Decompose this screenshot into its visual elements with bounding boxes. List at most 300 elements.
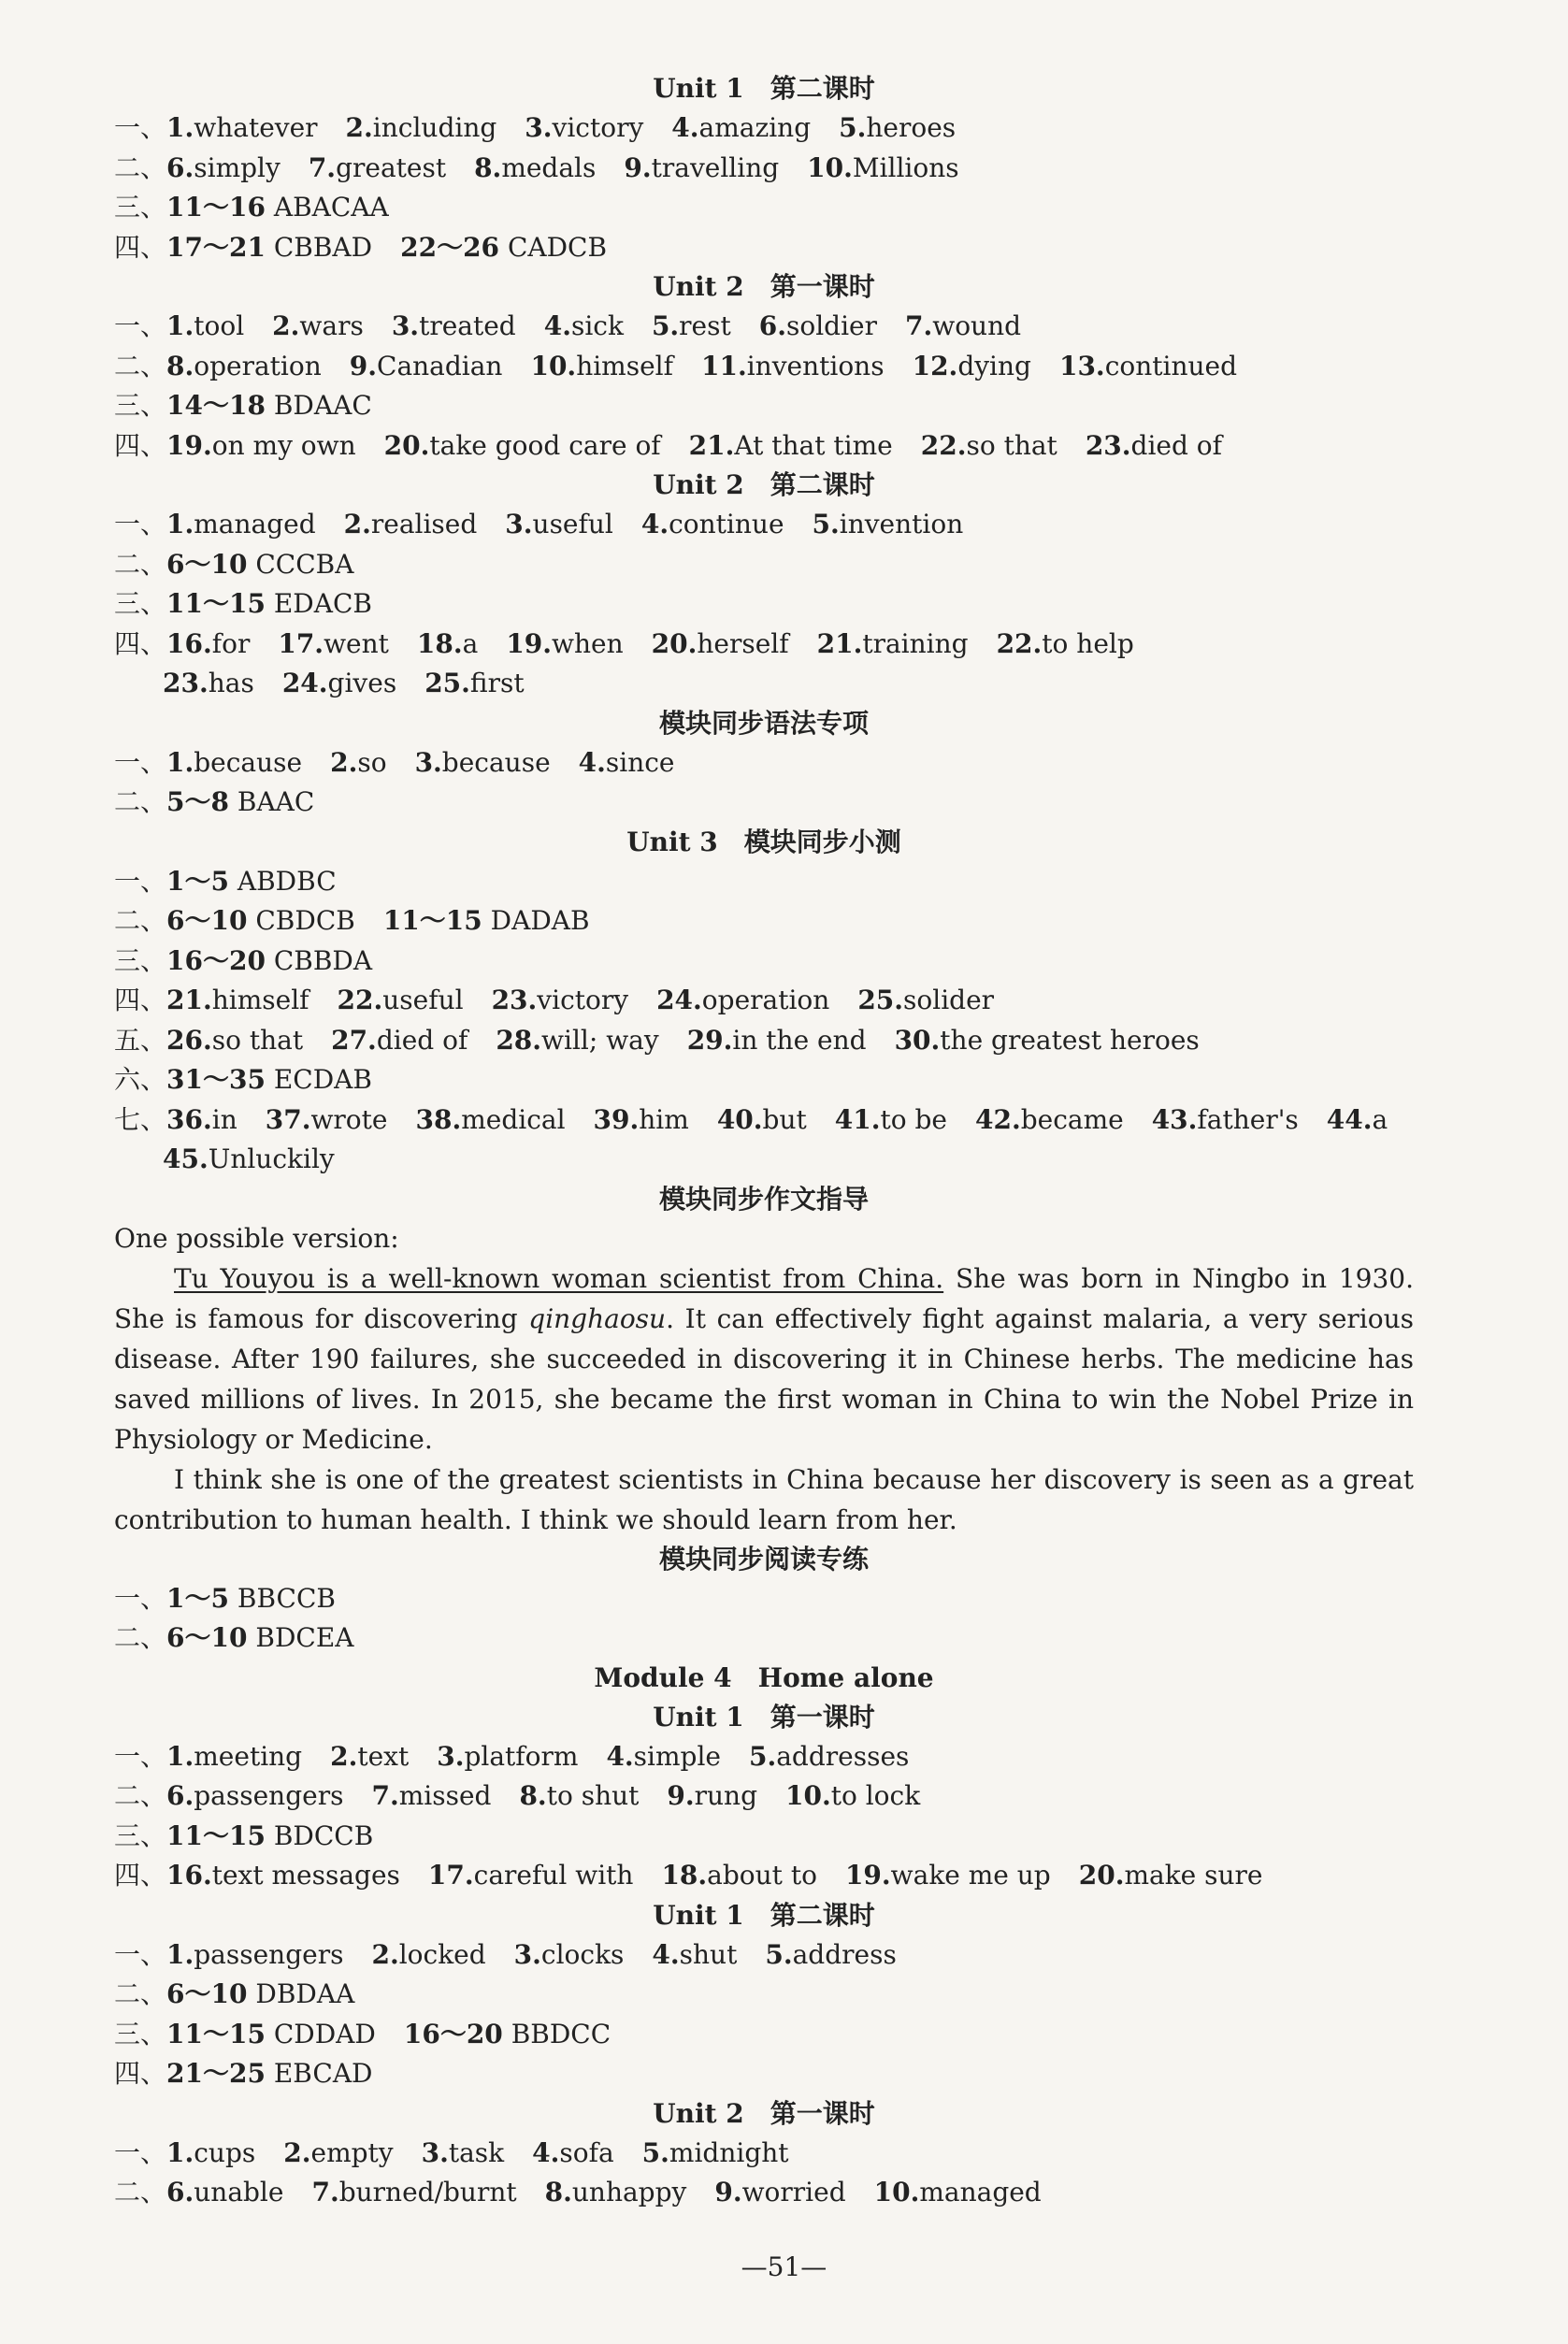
answer-text: make sure (1124, 1860, 1263, 1891)
answer-text: victory (552, 112, 644, 143)
answer-line (114, 1060, 1414, 1100)
answer-line (114, 347, 1414, 387)
question-number: 7. (308, 151, 337, 183)
question-group-label: 四、 (114, 627, 167, 659)
question-number: 16～20 (403, 2018, 503, 2049)
question-number: 4. (640, 509, 669, 539)
question-number: 19. (166, 429, 212, 461)
essay-label: One possible version: (114, 1222, 399, 1254)
question-number: 6. (758, 310, 786, 341)
question-group-label: 二、 (114, 786, 167, 817)
answer-text: medical (461, 1103, 566, 1135)
question-number: 9. (667, 1780, 695, 1811)
answer-text: went (324, 627, 389, 659)
question-number: 41. (834, 1103, 881, 1135)
answer-text: midnight (669, 2136, 789, 2168)
question-number: 12. (912, 350, 958, 381)
answer-text: BDCCB (265, 1819, 374, 1851)
question-group-label: 四、 (114, 1860, 167, 1891)
answer-item (532, 2134, 614, 2174)
answer-item (579, 743, 675, 784)
question-number: 17. (278, 627, 324, 659)
question-number: 10. (785, 1780, 831, 1811)
question-number: 43. (1151, 1103, 1198, 1135)
answer-text: tool (194, 310, 245, 341)
question-number: 4. (671, 112, 699, 143)
answer-item (283, 2134, 393, 2174)
question-number: 5. (812, 509, 840, 539)
section-heading: Unit 3 模块同步小测 (626, 826, 901, 857)
answer-item (346, 108, 497, 149)
answer-line (114, 901, 1414, 942)
answer-item (166, 743, 302, 784)
answer-line (114, 1776, 1414, 1817)
answer-text: since (605, 746, 675, 778)
answer-text: wake me up (890, 1860, 1051, 1891)
answer-sections-part-1 (114, 69, 1414, 1180)
answer-text: cups (194, 2136, 256, 2168)
question-group-label: 二、 (114, 350, 167, 381)
answer-item (309, 149, 446, 189)
answer-item (667, 1776, 757, 1817)
answer-text: EDACB (265, 588, 372, 619)
question-number: 29. (686, 1024, 733, 1056)
essay-paragraph-2: I think she is one of the greatest scientists in China because her discovery is seen as a great contribution to human health. I think we should learn from her. (114, 1463, 1414, 1535)
question-number: 4. (652, 1938, 680, 1970)
question-number: 22. (920, 429, 967, 461)
answer-text: clocks (540, 1938, 625, 1970)
answer-item (857, 981, 994, 1021)
question-number: 5. (839, 112, 867, 143)
answer-item (1086, 426, 1222, 467)
answer-line (114, 664, 1414, 704)
answer-text: simply (194, 151, 281, 183)
question-number: 3. (505, 509, 533, 539)
answer-item (514, 1935, 625, 1976)
question-number: 4. (578, 746, 606, 778)
answer-line (114, 1021, 1414, 1061)
question-group-label: 四、 (114, 985, 167, 1015)
answer-text: CBDCB (247, 905, 355, 936)
question-number: 21. (688, 429, 735, 461)
question-number: 42. (974, 1103, 1021, 1135)
answer-line (114, 108, 1414, 149)
answer-item (895, 1021, 1200, 1061)
question-number: 18. (661, 1860, 708, 1891)
question-number: 7. (371, 1780, 399, 1811)
answer-text: missed (398, 1780, 492, 1811)
answer-text: on my own (211, 429, 356, 461)
answer-text: empty (310, 2136, 394, 2168)
answer-text: burned/burnt (338, 2177, 517, 2207)
question-group-label: 一、 (114, 112, 167, 143)
answer-text: meeting (194, 1740, 303, 1772)
answer-line (114, 862, 1414, 902)
answer-text: heroes (866, 112, 957, 143)
answer-text: careful with (473, 1860, 634, 1891)
question-group-label: 一、 (114, 1582, 167, 1614)
answer-item (350, 347, 503, 387)
answer-text: whatever (194, 112, 318, 143)
answer-item (166, 862, 337, 902)
answer-item (166, 1060, 372, 1100)
section-heading: Unit 1 第二课时 (653, 73, 875, 104)
answer-item (817, 625, 969, 665)
section-heading: Unit 2 第一课时 (653, 271, 875, 302)
answer-item (714, 2173, 845, 2213)
answer-text: BDAAC (265, 390, 372, 421)
question-number: 5. (641, 2136, 669, 2168)
answer-line (114, 2015, 1414, 2055)
answer-text: DADAB (482, 905, 590, 936)
answer-text: in (211, 1103, 237, 1135)
answer-item (624, 149, 779, 189)
question-number: 38. (415, 1103, 462, 1135)
answer-item (417, 625, 478, 665)
answer-item (331, 1021, 468, 1061)
answer-item (344, 505, 478, 545)
question-number: 17～21 (166, 231, 266, 263)
question-number: 20. (1078, 1860, 1125, 1891)
answer-item (163, 1140, 335, 1180)
answer-text: inventions (746, 350, 885, 381)
answer-text: managed (194, 509, 316, 539)
answer-sections-part-2 (114, 1540, 1414, 2213)
question-number: 4. (606, 1740, 634, 1772)
answer-item (813, 505, 964, 545)
answer-item (166, 505, 316, 545)
section-heading: Module 4 Home alone (594, 1661, 934, 1693)
answer-item (166, 149, 281, 189)
answer-text: father's (1197, 1103, 1299, 1135)
answer-line (114, 1817, 1414, 1857)
question-number: 10. (873, 2177, 920, 2207)
question-number: 19. (506, 627, 553, 659)
answer-line (114, 188, 1414, 228)
answer-item (166, 1975, 354, 2015)
answer-item (1079, 1856, 1263, 1896)
answer-item (424, 664, 524, 704)
question-number: 1～5 (166, 1582, 229, 1614)
question-number: 14～18 (166, 390, 266, 421)
question-number: 31～35 (166, 1064, 266, 1095)
answer-text: simple (633, 1740, 721, 1772)
question-number: 6～10 (166, 905, 248, 936)
answer-item (383, 901, 590, 942)
answer-text: CCCBA (247, 548, 354, 580)
answer-line (114, 2134, 1414, 2174)
answer-item (652, 307, 731, 347)
answer-item (272, 307, 364, 347)
answer-item (437, 1737, 578, 1777)
answer-text: so (357, 746, 387, 778)
question-group-label: 七、 (114, 1103, 167, 1135)
answer-line (114, 2173, 1414, 2213)
question-number: 6～10 (166, 1622, 248, 1653)
answer-line (114, 386, 1414, 426)
question-number: 1. (166, 2136, 194, 2168)
answer-text: because (194, 746, 303, 778)
answer-text: for (211, 627, 251, 659)
answer-text: treated (419, 310, 516, 341)
answer-item (474, 149, 596, 189)
question-number: 30. (894, 1024, 941, 1056)
question-number: 16. (166, 1860, 212, 1891)
answer-text: BBCCB (228, 1582, 336, 1614)
answer-text: CBBAD (265, 231, 373, 263)
answer-text: CBBDA (265, 944, 373, 976)
question-number: 1. (166, 509, 194, 539)
question-number: 37. (265, 1103, 311, 1135)
answer-item (525, 108, 643, 149)
answer-item (400, 228, 607, 268)
question-number: 1. (166, 1740, 194, 1772)
answer-item (166, 1100, 237, 1141)
section-heading: Unit 2 第一课时 (653, 2097, 875, 2129)
answer-item (544, 307, 624, 347)
answer-text: invention (839, 509, 964, 539)
answer-item (166, 2054, 372, 2094)
answer-line (114, 1975, 1414, 2015)
answer-item (415, 743, 551, 784)
answer-item (415, 1100, 565, 1141)
answer-text: when (552, 627, 624, 659)
answer-line (114, 1579, 1414, 1619)
question-number: 8. (544, 2177, 572, 2207)
answer-text: a (1372, 1103, 1388, 1135)
answer-item (656, 981, 829, 1021)
answer-line (114, 1100, 1414, 1141)
answer-item (505, 505, 613, 545)
question-group-label: 四、 (114, 2058, 167, 2089)
answer-text: Millions (852, 151, 959, 183)
answer-text: continue (669, 509, 784, 539)
answer-text: DBDAA (247, 1978, 355, 2009)
question-group-label: 一、 (114, 1938, 167, 1970)
answer-text: a (462, 627, 479, 659)
question-number: 13. (1058, 350, 1105, 381)
question-number: 2. (272, 310, 300, 341)
question-group-label: 四、 (114, 231, 167, 263)
answer-text: take good care of (429, 429, 661, 461)
answer-text: himself (576, 350, 673, 381)
answer-line (114, 228, 1414, 268)
answer-item (839, 108, 956, 149)
answer-item (166, 2173, 283, 2213)
answer-item (545, 2173, 687, 2213)
answer-item (384, 426, 661, 467)
answer-text: including (372, 112, 497, 143)
question-number: 5. (749, 1740, 777, 1772)
question-number: 23. (163, 668, 209, 698)
answer-item (519, 1776, 639, 1817)
answer-line (114, 149, 1414, 189)
answer-line (114, 625, 1414, 665)
answer-item (166, 1935, 343, 1976)
answer-line (114, 545, 1414, 585)
writing-guide (114, 1180, 1414, 1540)
answer-text: unable (194, 2177, 284, 2207)
answer-item (835, 1100, 947, 1141)
answer-item (371, 1935, 485, 1976)
answer-text: died of (1130, 429, 1223, 461)
answer-text: ABACAA (265, 192, 389, 223)
answer-item (166, 1618, 353, 1659)
answer-text: continued (1104, 350, 1238, 381)
question-number: 18. (416, 627, 463, 659)
question-number: 39. (593, 1103, 640, 1135)
question-number: 2. (343, 509, 371, 539)
question-number: 23. (491, 985, 538, 1015)
question-number: 2. (371, 1938, 399, 1970)
question-number: 2. (330, 1740, 358, 1772)
question-number: 22. (337, 985, 383, 1015)
answer-text: the greatest heroes (940, 1024, 1200, 1056)
question-group-label: 三、 (114, 390, 167, 421)
question-group-label: 三、 (114, 1819, 167, 1851)
question-number: 7. (311, 2177, 339, 2207)
answer-line (114, 307, 1414, 347)
question-number: 25. (424, 668, 470, 698)
question-group-label: 一、 (114, 2136, 167, 2168)
section-heading: Unit 1 第一课时 (653, 1701, 875, 1733)
answer-item (266, 1100, 388, 1141)
question-number: 3. (437, 1740, 465, 1772)
question-number: 26. (166, 1024, 212, 1056)
answer-text: sick (570, 310, 624, 341)
answer-text: died of (376, 1024, 468, 1056)
answer-text: herself (697, 627, 789, 659)
question-group-label: 四、 (114, 429, 167, 461)
answer-text: task (448, 2136, 505, 2168)
answer-item (701, 347, 885, 387)
answer-text: wars (299, 310, 364, 341)
question-number: 11～15 (166, 1819, 266, 1851)
answer-item (166, 2015, 376, 2055)
question-number: 24. (656, 985, 702, 1015)
answer-item (166, 188, 389, 228)
answer-item (278, 625, 389, 665)
answer-text: soldier (785, 310, 877, 341)
answer-item (492, 981, 629, 1021)
answer-text: locked (398, 1938, 486, 1970)
question-number: 28. (496, 1024, 542, 1056)
answer-item (594, 1100, 689, 1141)
answer-line (114, 942, 1414, 982)
answer-text: unhappy (571, 2177, 687, 2207)
question-number: 21. (816, 627, 863, 659)
answer-item (717, 1100, 807, 1141)
answer-text: Canadian (377, 350, 503, 381)
answer-item (338, 981, 464, 1021)
answer-text: address (792, 1938, 897, 1970)
question-number: 5. (651, 310, 680, 341)
question-number: 8. (166, 350, 194, 381)
question-number: 23. (1085, 429, 1131, 461)
question-number: 21～25 (166, 2058, 266, 2089)
answer-item (975, 1100, 1124, 1141)
question-group-label: 二、 (114, 548, 167, 580)
answer-item (330, 743, 386, 784)
question-number: 36. (166, 1103, 212, 1135)
question-number: 16～20 (166, 944, 266, 976)
question-number: 20. (651, 627, 698, 659)
question-number: 20. (383, 429, 430, 461)
section-heading: 模块同步阅读专练 (658, 1543, 869, 1575)
answer-line (114, 783, 1414, 823)
question-number: 27. (331, 1024, 377, 1056)
answer-item (166, 783, 314, 823)
answer-item (166, 625, 250, 665)
question-number: 6. (166, 1780, 194, 1811)
answer-item (404, 2015, 611, 2055)
answer-item (845, 1856, 1051, 1896)
question-number: 6～10 (166, 548, 248, 580)
essay-paragraph-1 (114, 1258, 1414, 1460)
answer-line (114, 2054, 1414, 2094)
answer-text: so that (966, 429, 1057, 461)
answer-item (166, 347, 322, 387)
question-number: 5～8 (166, 786, 229, 817)
answer-item (652, 625, 789, 665)
question-group-label: 二、 (114, 1780, 167, 1811)
answer-item (166, 1737, 302, 1777)
answer-item (506, 625, 623, 665)
answer-item (282, 664, 396, 704)
question-group-label: 三、 (114, 944, 167, 976)
question-number: 3. (421, 2136, 449, 2168)
answer-item (166, 228, 372, 268)
question-number: 1. (166, 746, 194, 778)
answer-item (166, 901, 355, 942)
essay-italic-term: qinghaosu (528, 1302, 667, 1334)
question-number: 10. (530, 350, 577, 381)
question-number: 1～5 (166, 865, 229, 897)
answer-text: addresses (776, 1740, 910, 1772)
answer-text: but (762, 1103, 807, 1135)
answer-item (166, 1579, 336, 1619)
question-number: 10. (807, 151, 853, 183)
answer-text: useful (382, 985, 464, 1015)
question-number: 24. (281, 668, 328, 698)
question-group-label: 二、 (114, 2177, 167, 2207)
answer-item (166, 1776, 343, 1817)
section-heading: 模块同步作文指导 (658, 1183, 869, 1215)
answer-item (166, 2134, 255, 2174)
question-group-label: 三、 (114, 192, 167, 223)
answer-text: passengers (194, 1938, 344, 1970)
question-number: 8. (474, 151, 502, 183)
answer-item (807, 149, 958, 189)
answer-item (913, 347, 1031, 387)
answer-item (166, 1021, 303, 1061)
question-group-label: 一、 (114, 509, 167, 539)
answer-text: rung (694, 1780, 757, 1811)
answer-text: realised (370, 509, 478, 539)
question-number: 8. (519, 1780, 547, 1811)
question-group-label: 五、 (114, 1024, 167, 1056)
question-number: 11. (700, 350, 747, 381)
question-number: 22. (996, 627, 1043, 659)
answer-text: ECDAB (265, 1064, 372, 1095)
answer-text: victory (537, 985, 629, 1015)
answer-item (997, 625, 1134, 665)
question-number: 16. (166, 627, 212, 659)
answer-text: worried (741, 2177, 846, 2207)
answer-item (874, 2173, 1042, 2213)
answer-text: shut (679, 1938, 738, 1970)
question-number: 2. (345, 112, 373, 143)
